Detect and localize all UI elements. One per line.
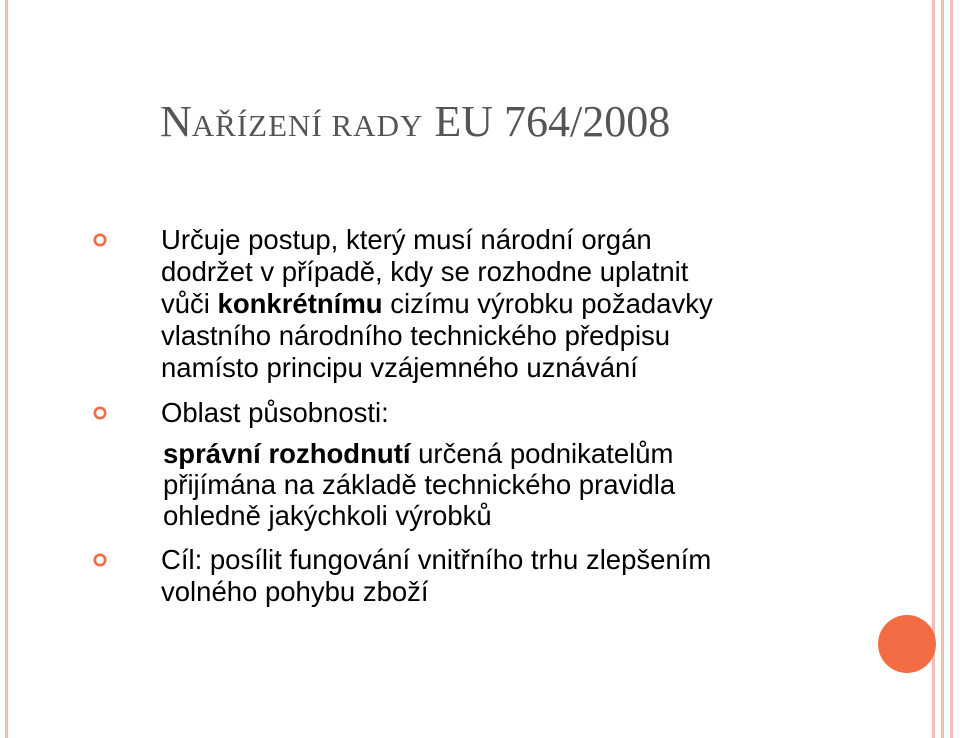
bullet-1-line-1: Určuje postup, který musí národní orgán — [161, 224, 652, 255]
bullet-2-sub-line-1 — [163, 438, 675, 469]
bullet-1-line-3-b: cizímu výrobku požadavky — [382, 288, 713, 319]
right-border-line-1 — [932, 0, 935, 738]
bullet-1-line-3-bold: konkrétnímu — [217, 288, 383, 319]
bullet-1-line-4: vlastního národního technického předpisu — [161, 320, 671, 351]
bullet-2-sub-line-2: přijímána na základě technického pravidla — [163, 469, 676, 500]
bullet-1-line-3-a: vůči — [161, 288, 218, 319]
bullet-2-line-1: Oblast působnosti: — [161, 397, 389, 428]
bullet-2-sub-line-3: ohledně jakýchkoli výrobků — [163, 500, 492, 531]
bullet-1-line-2: dodržet v případě, kdy se rozhodne uplatnit — [161, 256, 689, 287]
title-suffix: EU 764/2008 — [423, 97, 671, 146]
slide-title — [160, 96, 670, 147]
bullet-1-line-3 — [161, 288, 713, 320]
right-border-line-2 — [941, 0, 944, 738]
title-first-letter: N — [160, 97, 192, 146]
bullet-2-sub — [163, 438, 675, 531]
bullet-2-sub-rest: určená podnikatelům — [410, 438, 674, 469]
bullet-3-line-1: Cíl: posílit fungování vnitřního trhu zlepšením — [161, 544, 712, 575]
bullet-1-text — [161, 224, 713, 384]
ring-bullet-icon — [93, 553, 107, 567]
bullet-2-sub-bold: správní rozhodnutí — [163, 438, 411, 469]
title-small-caps: AŘÍZENÍ RADY — [191, 108, 424, 143]
ring-bullet-icon — [93, 406, 107, 420]
bullet-3-text — [161, 544, 711, 608]
bullet-3-line-2: volného pohybu zboží — [161, 576, 429, 607]
ring-bullet-icon — [93, 233, 107, 247]
right-border-line-3 — [950, 0, 953, 738]
bullet-2-text — [161, 397, 389, 429]
left-border-line — [5, 0, 8, 738]
orange-circle-decoration — [878, 615, 936, 673]
bullet-1-line-5: namísto principu vzájemného uznávání — [161, 352, 638, 383]
